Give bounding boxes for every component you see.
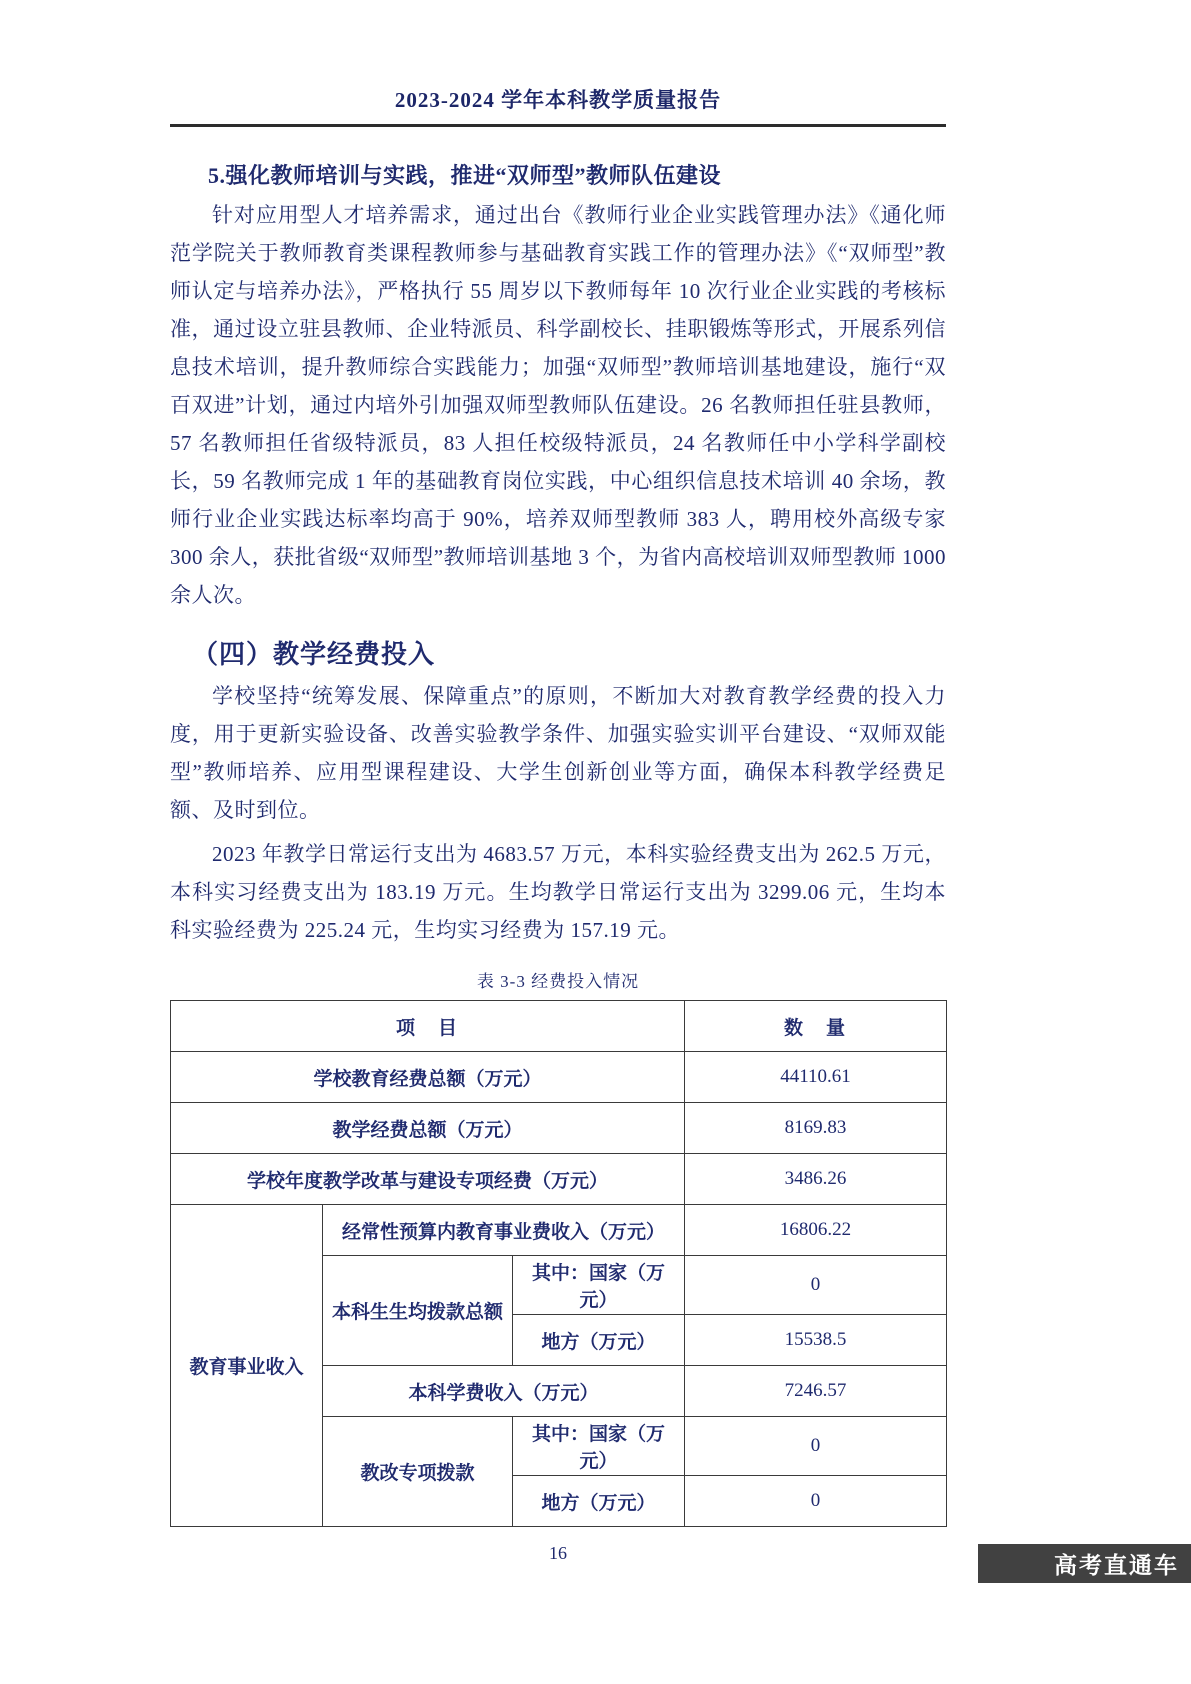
table-cell-label: 教学经费总额（万元） <box>171 1103 685 1154</box>
table-cell-value: 8169.83 <box>685 1103 947 1154</box>
table-cell-label: 地方（万元） <box>513 1476 685 1527</box>
table-header-item: 项 目 <box>171 1001 685 1052</box>
table-cell-label: 学校教育经费总额（万元） <box>171 1052 685 1103</box>
table-header-quantity: 数 量 <box>685 1001 947 1052</box>
section4-heading: （四）教学经费投入 <box>192 640 436 669</box>
table-row <box>171 1103 947 1154</box>
table-row <box>171 1205 947 1256</box>
table-subgroup-label: 教改专项拨款 <box>323 1417 513 1527</box>
table-group-label: 教育事业收入 <box>171 1205 323 1527</box>
table-cell-value: 0 <box>685 1417 947 1476</box>
table-row <box>171 1052 947 1103</box>
table-cell-value: 7246.57 <box>685 1366 947 1417</box>
table-cell-value: 3486.26 <box>685 1154 947 1205</box>
table-header-row <box>171 1001 947 1052</box>
table-subgroup-label: 本科生生均拨款总额 <box>323 1256 513 1366</box>
document-content <box>170 0 946 1564</box>
funding-table <box>170 1000 947 1527</box>
table-cell-label: 学校年度教学改革与建设专项经费（万元） <box>171 1154 685 1205</box>
table-caption: 表 3-3 经费投入情况 <box>476 972 640 991</box>
header-title: 2023-2024 学年本科教学质量报告 <box>394 88 722 112</box>
table-cell-value: 44110.61 <box>685 1052 947 1103</box>
table-cell-label: 地方（万元） <box>513 1315 685 1366</box>
table-cell-label: 本科学费收入（万元） <box>323 1366 685 1417</box>
table-cell-label: 其中：国家（万元） <box>513 1256 685 1315</box>
section5-paragraph: 针对应用型人才培养需求，通过出台《教师行业企业实践管理办法》《通化师范学院关于教师教育类课程教师参与基础教育实践工作的管理办法》《“双师型”教师认定与培养办法》，严格执行 55 周岁以下教师每年 10 次行业企业实践的考核标准，通过设立驻县教师、企业特派员、科学副校长、挂职锻炼等形式，开展系列信息技术培训，提升教师综合实践能力；加强“双师型”教师培训基地建设，施行“双百双进”计划，通过内培外引加强双师型教师队伍建设。26 名教师担任驻县教师，57 名教师担任省级特派员，83 人担任校级特派员，24 名教师任中小学科学副校长，59 名教师完成 1 年的基础教育岗位实践，中心组织信息技术培训 40 余场，教师行业企业实践达标率均高于 90%，培养双师型教师 383 人，聘用校外高级专家 300 余人，获批省级“双师型”教师培训基地 3 个，为省内高校培训双师型教师 1000 余人次。 <box>170 203 946 607</box>
table-cell-label: 经常性预算内教育事业费收入（万元） <box>323 1205 685 1256</box>
table-row <box>171 1154 947 1205</box>
table-cell-value: 15538.5 <box>685 1315 947 1366</box>
section4-paragraph-1: 学校坚持“统筹发展、保障重点”的原则，不断加大对教育教学经费的投入力度，用于更新实验设备、改善实验教学条件、加强实验实训平台建设、“双师双能型”教师培养、应用型课程建设、大学生创新创业等方面，确保本科教学经费足额、及时到位。 <box>170 684 946 822</box>
table-cell-value: 0 <box>685 1476 947 1527</box>
table-cell-value: 16806.22 <box>685 1205 947 1256</box>
section5-heading: 5.强化教师培训与实践，推进“双师型”教师队伍建设 <box>208 163 722 188</box>
section4-paragraph-2: 2023 年教学日常运行支出为 4683.57 万元，本科实验经费支出为 262.5 万元，本科实习经费支出为 183.19 万元。生均教学日常运行支出为 3299.06 元，生均本科实验经费为 225.24 元，生均实习经费为 157.19 元。 <box>170 842 946 942</box>
table-cell-value: 0 <box>685 1256 947 1315</box>
page-number: 16 <box>549 1543 567 1563</box>
watermark-banner: 高考直通车 <box>978 1544 1191 1583</box>
table-cell-label: 其中：国家（万元） <box>513 1417 685 1476</box>
document-header <box>170 84 946 127</box>
